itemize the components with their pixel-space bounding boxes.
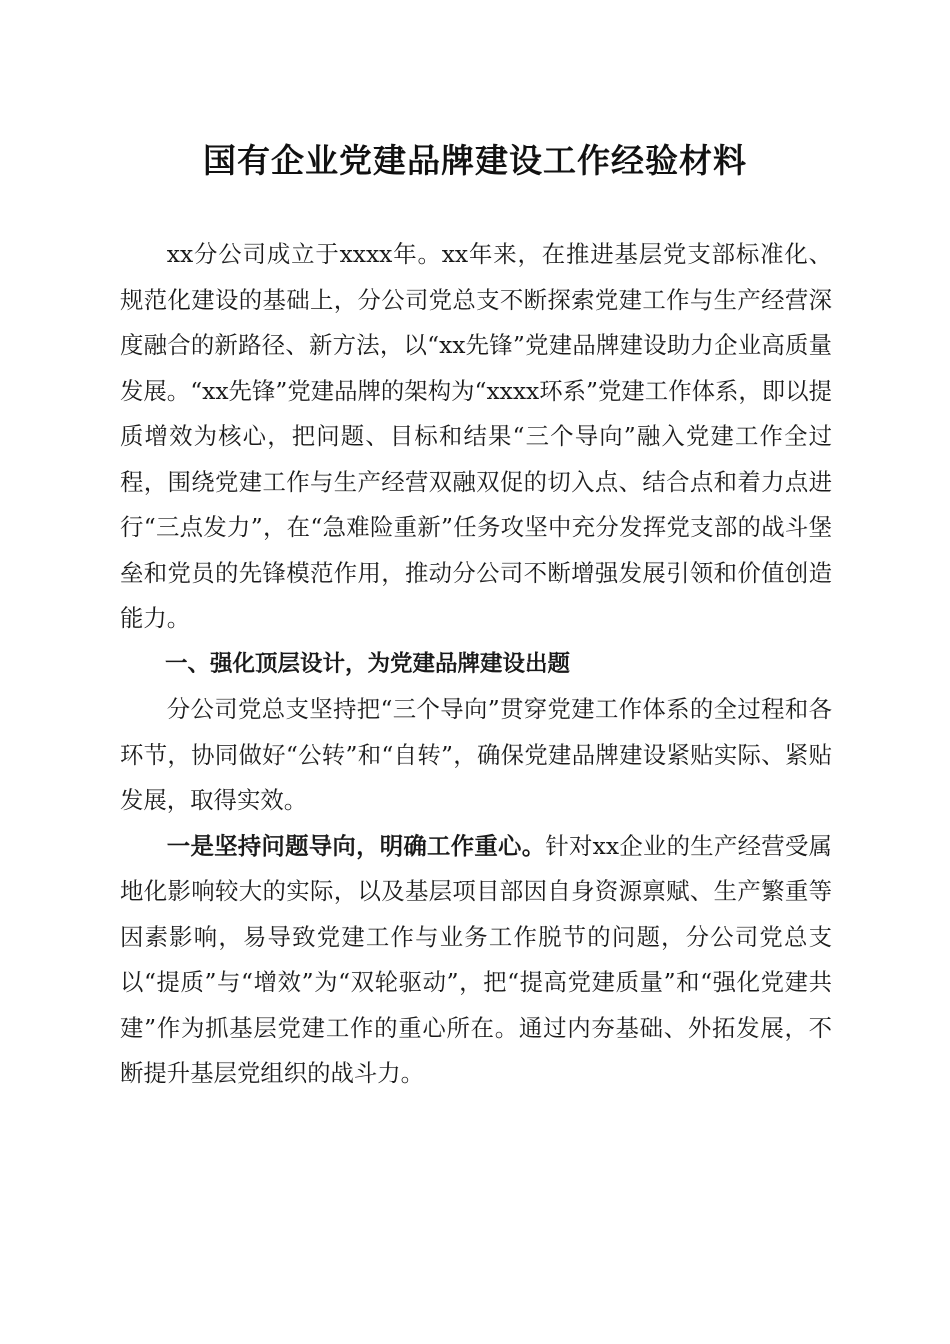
section-heading: 一、强化顶层设计，为党建品牌建设出题 — [165, 650, 571, 677]
point-lead: 一是坚持问题导向，明确工作重心。 — [166, 831, 546, 860]
section-paragraph: 分公司党总支坚持把“三个导向”贯穿党建工作体系的全过程和各环节，协同做好“公转”和“自转”，确保党建品牌建设紧贴实际、紧贴发展，取得实效。 — [120, 695, 832, 814]
document-body — [120, 232, 832, 1097]
page-title: 国有企业党建品牌建设工作经验材料 — [203, 141, 747, 180]
intro-paragraph: xx分公司成立于xxxx年。xx年来，在推进基层党支部标准化、规范化建设的基础上，分公司党总支不断探索党建工作与生产经营深度融合的新路径、新方法，以“xx先锋”党建品牌建设助力企业高质量发展。“xx先锋”党建品牌的架构为“xxxx环系”党建工作体系，即以提质增效为核心，把问题、目标和结果“三个导向”融入党建工作全过程，围绕党建工作与生产经营双融双促的切入点、结合点和着力点进行“三点发力”，在“急难险重新”任务攻坚中充分发挥党支部的战斗堡垒和党员的先锋模范作用，推动分公司不断增强发展引领和价值创造能力。 — [120, 240, 832, 632]
point-body: 针对xx企业的生产经营受属地化影响较大的实际，以及基层项目部因自身资源禀赋、生产繁重等因素影响，易导致党建工作与业务工作脱节的问题，分公司党总支以“提质”与“增效”为“双轮驱动”，把“提高党建质量”和“强化党建共建”作为抓基层党建工作的重心所在。通过内夯基础、外拓发展，不断提升基层党组织的战斗力。 — [120, 831, 832, 1087]
point-paragraph — [120, 824, 832, 1097]
